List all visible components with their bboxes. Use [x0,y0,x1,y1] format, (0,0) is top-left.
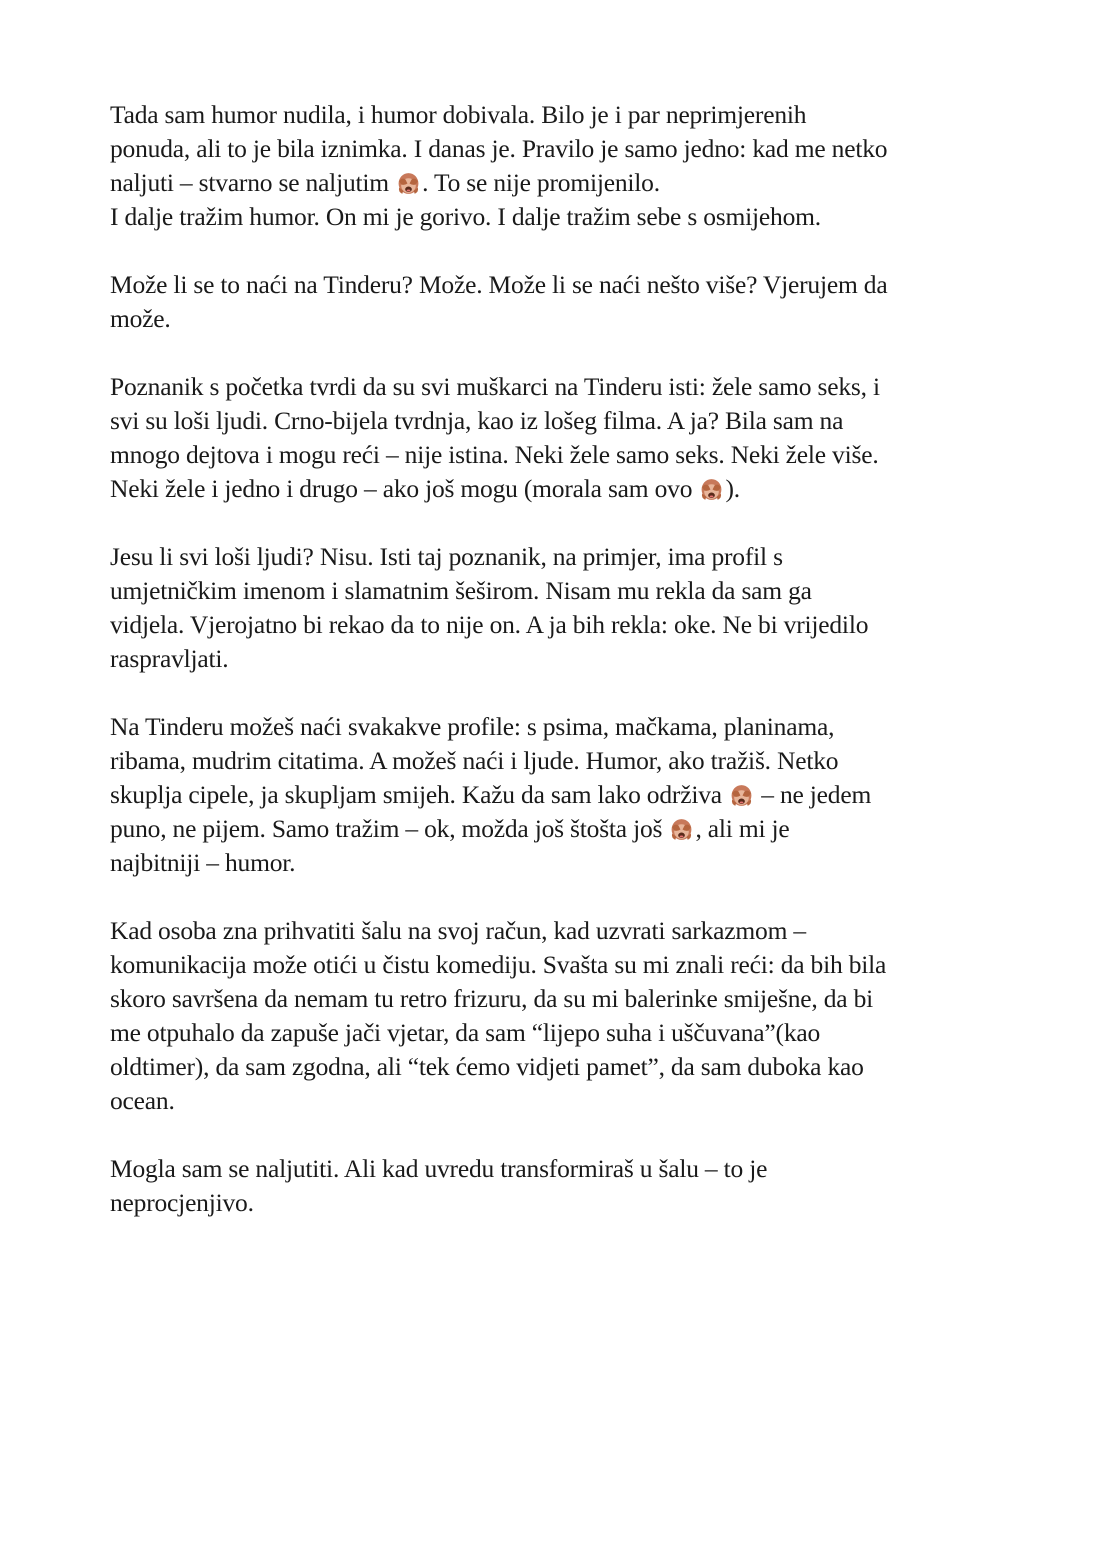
text-segment: najbitniji – humor. [110,848,296,877]
text-line [110,744,1010,778]
paragraph [110,540,1010,676]
text-line [110,438,1010,472]
text-segment: Poznanik s početka tvrdi da su svi muškarci na Tinderu isti: žele samo seks, i [110,372,880,401]
text-segment: vidjela. Vjerojatno bi rekao da to nije on. A ja bih rekla: oke. Ne bi vrijedilo [110,610,869,639]
text-line [110,200,1010,234]
text-segment: Neki žele i jedno i drugo – ako još mogu (morala sam ovo [110,474,699,503]
text-segment: oldtimer), da sam zgodna, ali “tek ćemo vidjeti pamet”, da sam duboka kao [110,1052,864,1081]
text-segment: skoro savršena da nemam tu retro frizuru, da su mi balerinke smiješne, da bi [110,984,874,1013]
text-segment: komunikacija može otići u čistu komediju. Svašta su mi znali reći: da bih bila [110,950,887,979]
see-no-evil-monkey-icon [699,477,724,502]
text-segment: može. [110,304,171,333]
paragraph [110,98,1010,234]
text-line [110,914,1010,948]
text-segment: ocean. [110,1086,175,1115]
paragraph [110,1152,1010,1220]
text-segment: – ne jedem [755,780,872,809]
text-segment: raspravljati. [110,644,229,673]
text-line [110,268,1010,302]
text-line [110,710,1010,744]
text-line [110,98,1010,132]
text-segment: . To se nije promijenilo. [422,168,660,197]
see-no-evil-monkey-icon [396,171,421,196]
paragraph [110,914,1010,1118]
text-segment: ). [725,474,740,503]
text-segment: , ali mi je [695,814,790,843]
text-segment: Jesu li svi loši ljudi? Nisu. Isti taj poznanik, na primjer, ima profil s [110,542,783,571]
text-line [110,846,1010,880]
text-line [110,778,1010,812]
text-line [110,948,1010,982]
text-line [110,812,1010,846]
text-segment: puno, ne pijem. Samo tražim – ok, možda još štošta još [110,814,669,843]
text-line [110,1152,1010,1186]
see-no-evil-monkey-icon [669,817,694,842]
text-segment: skuplja cipele, ja skupljam smijeh. Kažu da sam lako održiva [110,780,729,809]
text-segment: umjetničkim imenom i slamatnim šeširom. Nisam mu rekla da sam ga [110,576,812,605]
text-line [110,1050,1010,1084]
text-segment: me otpuhalo da zapuše jači vjetar, da sam “lijepo suha i uščuvana”(kao [110,1018,821,1047]
text-segment: ribama, mudrim citatima. A možeš naći i ljude. Humor, ako tražiš. Netko [110,746,839,775]
text-segment: Tada sam humor nudila, i humor dobivala. Bilo je i par neprimjerenih [110,100,807,129]
text-line [110,608,1010,642]
document-page [110,98,1010,1254]
text-segment: mnogo dejtova i mogu reći – nije istina. Neki žele samo seks. Neki žele više. [110,440,879,469]
text-line [110,132,1010,166]
paragraph [110,710,1010,880]
text-line [110,642,1010,676]
text-segment: ponuda, ali to je bila iznimka. I danas je. Pravilo je samo jedno: kad me netko [110,134,888,163]
text-segment: Može li se to naći na Tinderu? Može. Može li se naći nešto više? Vjerujem da [110,270,888,299]
text-line [110,1016,1010,1050]
text-segment: svi su loši ljudi. Crno-bijela tvrdnja, kao iz lošeg filma. A ja? Bila sam na [110,406,844,435]
text-line [110,472,1010,506]
text-line [110,1084,1010,1118]
text-segment: Kad osoba zna prihvatiti šalu na svoj račun, kad uzvrati sarkazmom – [110,916,806,945]
text-line [110,574,1010,608]
text-segment: Mogla sam se naljutiti. Ali kad uvredu transformiraš u šalu – to je [110,1154,768,1183]
paragraph [110,268,1010,336]
text-segment: I dalje tražim humor. On mi je gorivo. I dalje tražim sebe s osmijehom. [110,202,821,231]
text-line [110,166,1010,200]
text-line [110,404,1010,438]
text-line [110,302,1010,336]
see-no-evil-monkey-icon [729,783,754,808]
text-line [110,540,1010,574]
text-segment: Na Tinderu možeš naći svakakve profile: s psima, mačkama, planinama, [110,712,835,741]
text-segment: neprocjenjivo. [110,1188,254,1217]
text-segment: naljuti – stvarno se naljutim [110,168,396,197]
text-line [110,370,1010,404]
paragraph [110,370,1010,506]
text-line [110,982,1010,1016]
text-line [110,1186,1010,1220]
